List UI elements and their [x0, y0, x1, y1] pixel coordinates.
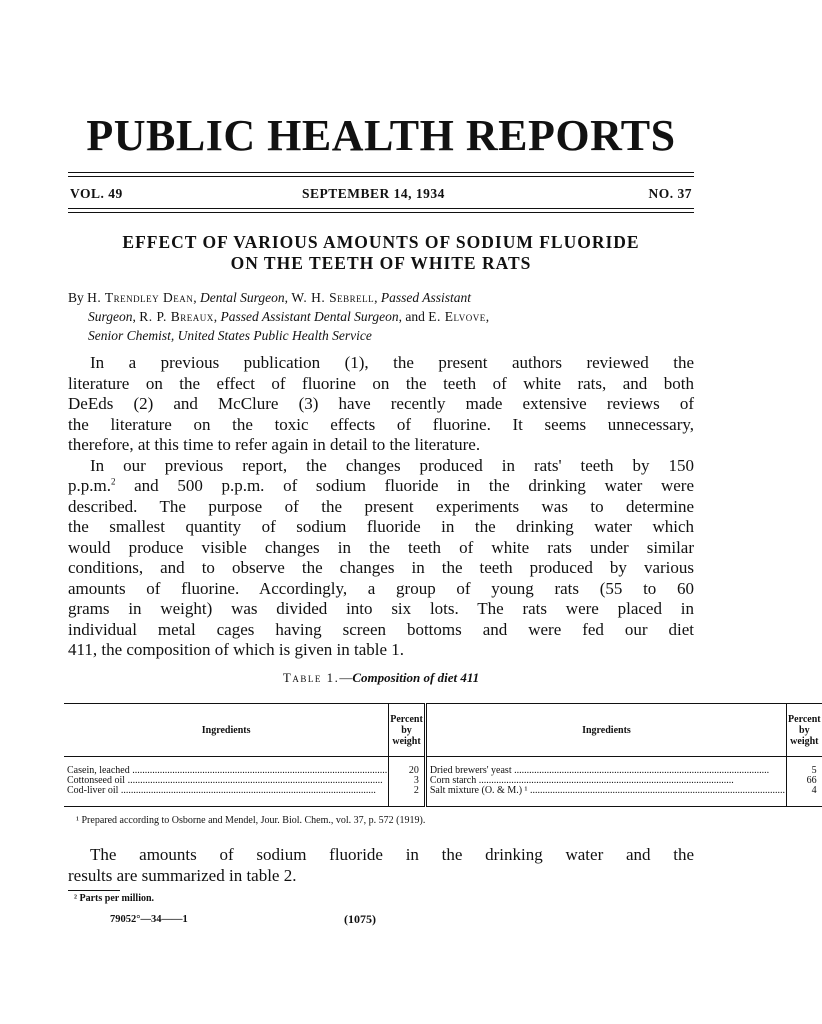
page-number: (1075): [344, 912, 376, 926]
byline-line-2: Surgeon, R. P. Breaux, Passed Assistant Dental Surgeon, and E. Elvove,: [88, 309, 490, 324]
byline-by: By: [68, 290, 84, 305]
byline-line-1: By H. Trendley Dean, Dental Surgeon, W. H. Sebrell, Passed Assistant: [68, 290, 472, 305]
table-caption-dash: —: [339, 670, 353, 685]
footnote-marker-2: 2: [110, 476, 116, 487]
byline-line-3: [68, 326, 694, 345]
column-header-percent-right: Percent by weight: [787, 704, 822, 757]
page-footnote: ² Parts per million.: [74, 893, 155, 904]
table-cell-percent-right: [787, 757, 822, 807]
table-caption: [68, 670, 694, 686]
paragraph-3-line: The amounts of sodium fluoride in the drinking water and the: [90, 845, 694, 864]
paragraph-3: [68, 844, 694, 886]
author-4: E. Elvove: [428, 309, 486, 324]
paragraph-1-line: DeEds (2) and McClure (3) have recently made extensive reviews of: [68, 394, 694, 413]
paragraph-2-line: conditions, and to observe the changes in the teeth produced by various: [68, 558, 694, 577]
issue-rule-bottom: [68, 208, 694, 209]
ingredient-percent: 2: [413, 785, 419, 796]
paragraph-2-ppm: p.p.m.: [68, 476, 111, 495]
author-3: R. P. Breaux: [139, 309, 214, 324]
table-header-row: [64, 704, 822, 757]
footnote-rule: [68, 890, 120, 891]
author-2-role-b: Surgeon: [88, 309, 133, 324]
ingredient-name: Cottonseed oil .....: [65, 775, 387, 785]
paragraph-2-text: and 500 p.p.m. of sodium fluoride in the drinking water were: [115, 476, 694, 495]
masthead-rule-top-2: [68, 176, 694, 177]
paragraph-1-line: the literature on the toxic effects of fluorine. It seems unnecessary,: [68, 414, 694, 434]
paragraph-2-line: would produce visible changes in the teeth of white rats under similar: [68, 537, 694, 557]
ingredient-name: Casein, leached .....: [65, 765, 387, 775]
issue-number: NO. 37: [648, 186, 692, 201]
table-caption-label: Table 1.: [282, 670, 340, 685]
author-1: H. Trendley Dean: [87, 290, 194, 305]
paragraph-2-line: the smallest quantity of sodium fluoride in the drinking water which: [68, 517, 694, 536]
article-title-line-2: ON THE TEETH OF WHITE RATS: [230, 253, 532, 273]
paragraph-2-line: [68, 476, 694, 497]
ingredient-name: Cod-liver oil .....: [65, 785, 387, 795]
paragraph-2-line: described. The purpose of the present experiments was to determine: [68, 496, 694, 516]
article-title: [68, 232, 694, 274]
table-cell-percent-left: [389, 757, 426, 807]
issue-line: [68, 186, 694, 202]
column-header-percent-left: Percent by weight: [389, 704, 426, 757]
print-code: 79052°—34——1: [110, 914, 188, 925]
author-4-role: Senior Chemist, United States Public Health Service: [88, 328, 372, 343]
table-row: [64, 757, 822, 807]
author-2: W. H. Sebrell: [291, 290, 375, 305]
issue-rule-bottom-2: [68, 212, 694, 213]
ingredient-name: Salt mixture (O. & M.) ¹ .....: [428, 785, 785, 795]
paragraph-2-line: individual metal cages having screen bottoms and were fed our diet: [68, 619, 694, 639]
table-footnote: ¹ Prepared according to Osborne and Mendel, Jour. Biol. Chem., vol. 37, p. 572 (1919).: [76, 815, 426, 826]
byline: [68, 288, 694, 345]
paragraph-1-line: literature on the effect of fluorine on the teeth of white rats, and both: [68, 373, 694, 393]
paragraph-2-line: amounts of fluorine. Accordingly, a group of young rats (55 to 60: [68, 578, 694, 598]
byline-and: and: [405, 309, 425, 324]
author-2-role-a: Passed Assistant: [380, 290, 472, 305]
diet-composition-table: [64, 703, 822, 807]
article-body: [68, 353, 694, 661]
paragraph-1-line: therefore, at this time to refer again in detail to the literature.: [68, 435, 481, 454]
paragraph-2-line: grams in weight) was divided into six lots. The rats were placed in: [68, 599, 694, 618]
masthead-rule-top: [68, 172, 694, 173]
ingredient-percent: 66: [806, 775, 817, 786]
ingredient-percent: 4: [811, 785, 817, 796]
column-header-ingredients-right: Ingredients: [425, 704, 786, 757]
article-title-line-1: EFFECT OF VARIOUS AMOUNTS OF SODIUM FLUORIDE: [122, 232, 640, 252]
issue-volume: VOL. 49: [70, 186, 123, 201]
ingredient-percent: 20: [408, 765, 419, 776]
ingredient-name: Dried brewers' yeast .....: [428, 765, 785, 775]
table-caption-title: Composition of diet 411: [352, 670, 480, 685]
column-header-ingredients-left: Ingredients: [64, 704, 389, 757]
paragraph-2-line: 411, the composition of which is given in table 1.: [68, 640, 405, 659]
paragraph-3-line: results are summarized in table 2.: [68, 866, 297, 885]
issue-date: SEPTEMBER 14, 1934: [302, 186, 445, 201]
table-cell-ingredients-left: [64, 757, 389, 807]
author-1-role: Dental Surgeon: [200, 290, 285, 305]
table-cell-ingredients-right: [425, 757, 786, 807]
paragraph-1-line: In a previous publication (1), the present authors reviewed the: [90, 353, 694, 372]
paragraph-2-line: In our previous report, the changes produced in rats' teeth by 150: [90, 455, 694, 475]
ingredient-percent: 5: [811, 765, 817, 776]
journal-masthead: PUBLIC HEALTH REPORTS: [86, 111, 676, 160]
ingredient-name: Corn starch .....: [428, 775, 785, 785]
ingredient-percent: 3: [413, 775, 419, 786]
author-3-role: Passed Assistant Dental Surgeon: [220, 309, 399, 324]
